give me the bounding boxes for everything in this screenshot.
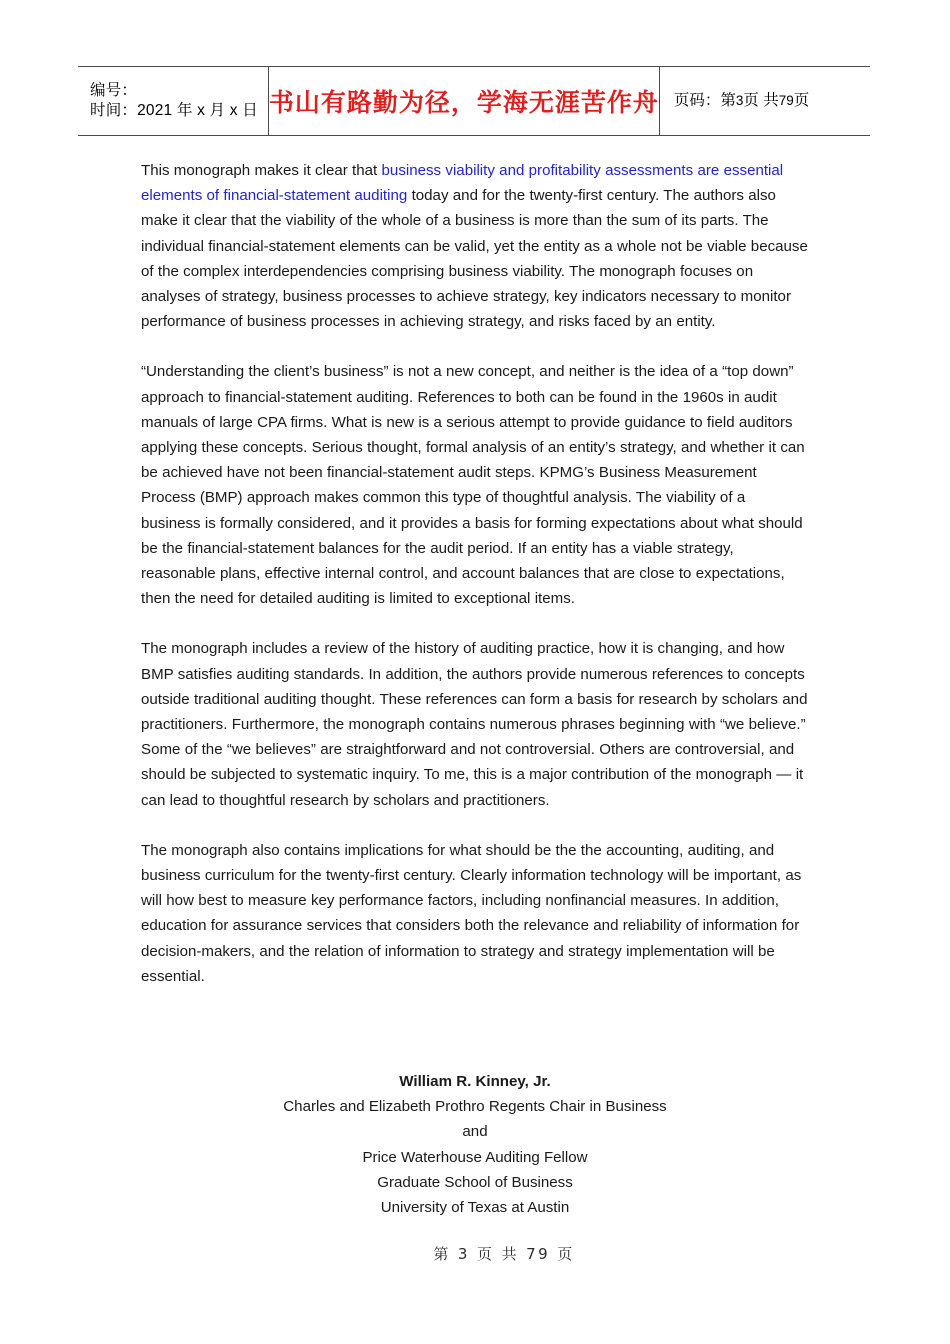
page-footer [0,1243,950,1264]
signature-school: Graduate School of Business [377,1173,573,1191]
header-motto-text: 书山有路勤为径，学海无涯苦作舟 [268,88,659,117]
page-header-table [78,66,870,136]
footer-page-number: 第 3 页 共 79 页 [433,1245,575,1263]
paragraph-1-tail: today and for the twenty-first century. The authors also make it clear that the viability of the whole of a business is more than the sum of its parts. The individual financial-statement elements can be valid, yet the entity as a whole not be viable because of the complex interdependencies comprising business viability. The monograph focuses on analyses of strategy, business processes to achieve strategy, key indicators necessary to monitor performance of business processes in achieving strategy, and risks faced by an entity. [141,187,808,331]
signature-name: William R. Kinney, Jr. [399,1073,551,1090]
paragraph-1-link[interactable]: business viability and profitability assessments are essential elements of financial-statement auditing [141,162,784,205]
signature-block [141,1069,809,1220]
paragraph-1-lead: This monograph makes it clear that [141,162,382,179]
header-id-label: 编号： [90,82,138,99]
signature-conjunction: and [462,1123,488,1141]
header-page-suffix: 页 [793,92,810,109]
header-date-label: 时间：2021 年 x 月 x 日 [90,102,258,119]
header-page-total: 79 [778,93,794,108]
header-page-mid: 页 共 [743,92,779,109]
paragraph-1 [141,158,809,334]
header-page-current: 3 [735,93,744,108]
paragraph-2: “Understanding the client’s business” is not a new concept, and neither is the idea of a “top down” approach to financial-statement auditing. References to both can be found in the 1960s in audit manuals of large CPA firms. What is new is a serious attempt to provide guidance to field auditors applying these concepts. Serious thought, formal analysis of an entity’s strategy, and whether it can be achieved have not been financial-statement audit steps. KPMG’s Business Measurement Process (BMP) approach makes common this type of thoughtful analysis. The viability of a business is formally considered, and it provides a basis for forming expectations about what should be the financial-statement balances for the audit period. If an entity has a viable strategy, reasonable plans, effective internal control, and account balances that are close to expectations, then the need for detailed auditing is limited to exceptional items. [141,363,805,608]
signature-university: University of Texas at Austin [380,1199,570,1217]
document-body [141,158,809,989]
paragraph-3: The monograph includes a review of the history of auditing practice, how it is changing, and how BMP satisfies auditing standards. In addition, the authors provide numerous references to concepts outside traditional auditing thought. These references can form a basis for research by scholars and practitioners. Furthermore, the monograph contains numerous phrases beginning with “we believe.” Some of the “we believes” are straightforward and not controversial. Others are controversial, and should be subjected to systematic inquiry. To me, this is a major contribution of the monograph — it can lead to thoughtful research by scholars and practitioners. [141,640,808,809]
header-cell-pagecode [660,67,870,135]
signature-title-chair: Charles and Elizabeth Prothro Regents Chair in Business [283,1098,667,1116]
paragraph-4: The monograph also contains implications for what should be the the accounting, auditing, and business curriculum for the twenty-first century. Clearly information technology will be important, as will how best to measure key performance factors, including nonfinancial measures. In addition, education for assurance services that considers both the relevance and reliability of information for decision-makers, and the relation of information to strategy and strategy implementation will be essential. [141,841,802,985]
header-page-code [674,91,870,111]
header-cell-identifier [78,67,269,135]
signature-title-fellow: Price Waterhouse Auditing Fellow [362,1148,588,1166]
header-page-prefix: 页码：第 [673,92,736,109]
header-cell-motto [269,67,660,135]
